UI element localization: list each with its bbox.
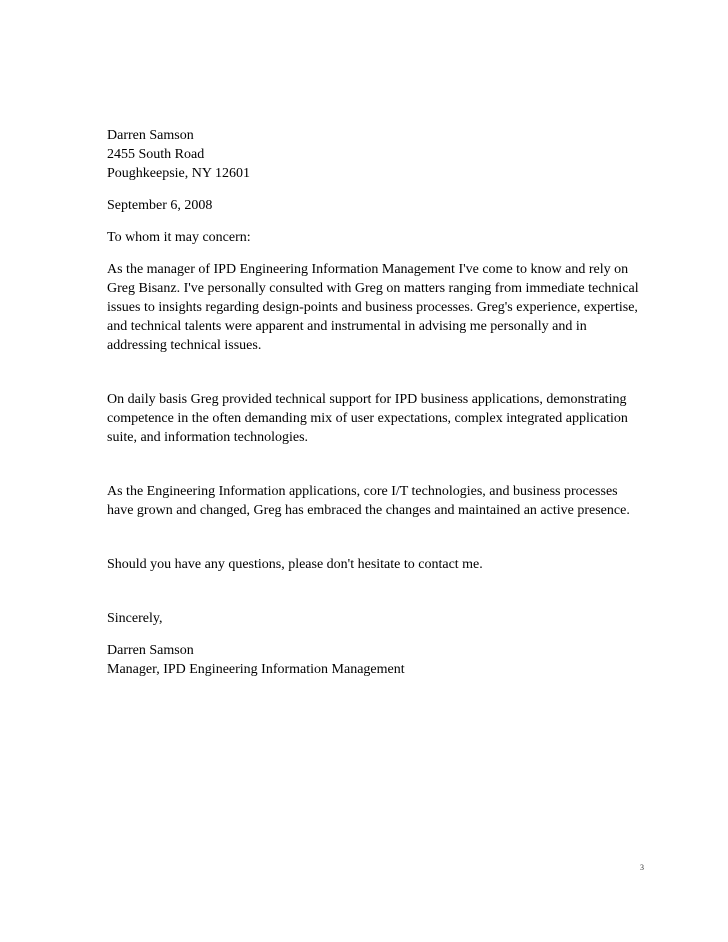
paragraph-line: As the manager of IPD Engineering Information Management I've come to know and rely on bbox=[107, 262, 629, 277]
signature-name: Darren Samson bbox=[107, 643, 194, 658]
paragraph-line: have grown and changed, Greg has embraced the changes and maintained an active presence. bbox=[107, 503, 630, 518]
paragraph-line: Should you have any questions, please don't hesitate to contact me. bbox=[107, 557, 483, 572]
letter-date: September 6, 2008 bbox=[107, 198, 213, 213]
paragraph-line: On daily basis Greg provided technical support for IPD business applications, demonstrating bbox=[107, 392, 627, 407]
sender-street: 2455 South Road bbox=[107, 147, 205, 162]
paragraph-line: addressing technical issues. bbox=[107, 338, 262, 353]
paragraph-3 bbox=[107, 482, 647, 520]
paragraph-line: and technical talents were apparent and instrumental in advising me personally and in bbox=[107, 319, 587, 334]
signature-block bbox=[107, 641, 647, 679]
paragraph-line: As the Engineering Information applications, core I/T technologies, and business processes bbox=[107, 484, 618, 499]
paragraph-1 bbox=[107, 260, 647, 355]
letter-body bbox=[107, 126, 647, 679]
sender-city-state-zip: Poughkeepsie, NY 12601 bbox=[107, 166, 250, 181]
paragraph-line: suite, and information technologies. bbox=[107, 430, 309, 445]
salutation: To whom it may concern: bbox=[107, 230, 251, 245]
closing: Sincerely, bbox=[107, 611, 163, 626]
paragraph-line: Greg Bisanz. I've personally consulted with Greg on matters ranging from immediate technical bbox=[107, 281, 639, 296]
paragraph-4 bbox=[107, 555, 647, 574]
sender-name: Darren Samson bbox=[107, 128, 194, 143]
page-number: 3 bbox=[640, 863, 644, 872]
signature-title: Manager, IPD Engineering Information Management bbox=[107, 662, 405, 677]
paragraph-2 bbox=[107, 390, 647, 447]
paragraph-line: issues to insights regarding design-points and business processes. Greg's experience, expertise, bbox=[107, 300, 638, 315]
sender-address bbox=[107, 126, 647, 183]
paragraph-line: competence in the often demanding mix of user expectations, complex integrated application bbox=[107, 411, 628, 426]
